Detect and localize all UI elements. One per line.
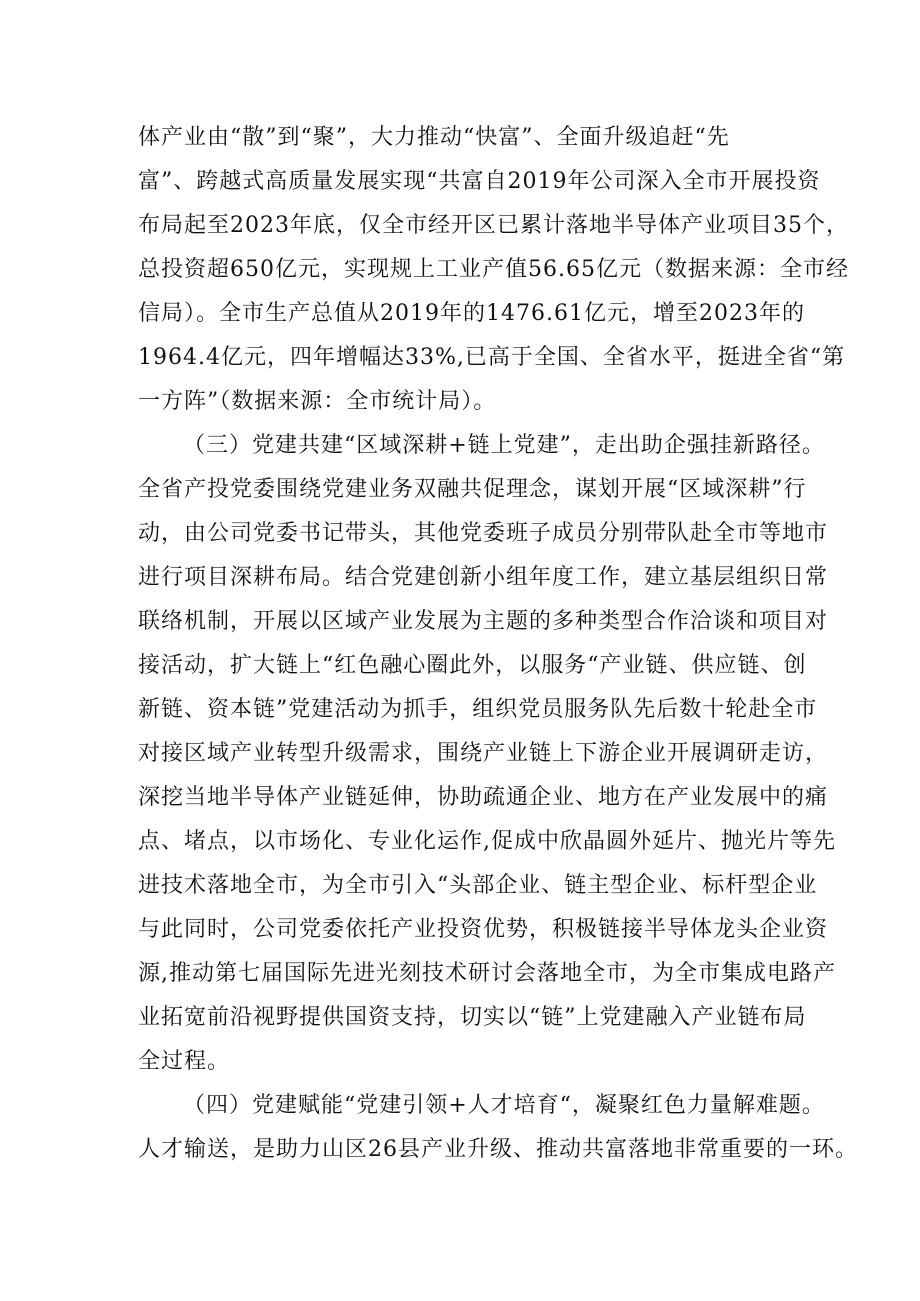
section-heading: （三）党建共建“区域深耕+链上党建”，走出助企强挂新路径。 bbox=[183, 433, 825, 458]
text-line: 业拓宽前沿视野提供国资支持，切实以“链”上党建融入产业链布局 bbox=[138, 1005, 807, 1030]
text-line: 体产业由“散”到“聚”，大力推动“快富”、全面升级追赶“先 bbox=[138, 125, 730, 150]
text-line: 人才输送，是助力山区26县产业升级、推动共富落地非常重要的一环。 bbox=[138, 1137, 858, 1162]
text-line: 接活动，扩大链上“红色融心圈此外，以服务“产业链、供应链、创 bbox=[138, 653, 807, 678]
text-line: 总投资超650亿元，实现规上工业产值56.65亿元（数据来源：全市经 bbox=[138, 257, 849, 282]
text-line: 全过程。 bbox=[138, 1049, 231, 1074]
text-line: 与此同时，公司党委依托产业投资优势，积极链接半导体龙头企业资 bbox=[138, 917, 829, 942]
text-line: 1964.4亿元，四年增幅达33%,已高于全国、全省水平，挺进全省“第 bbox=[138, 345, 846, 370]
section-heading: （四）党建赋能“党建引领+人才培育“，凝聚红色力量解难题。 bbox=[183, 1093, 825, 1118]
text-line: 进行项目深耕布局。结合党建创新小组年度工作，建立基层组织日常 bbox=[138, 565, 829, 590]
text-line: 深挖当地半导体产业链延伸，协助疏通企业、地方在产业发展中的痛 bbox=[138, 785, 829, 810]
text-line: 全省产投党委围绕党建业务双融共促理念，谋划开展“区域深耕”行 bbox=[138, 477, 807, 502]
text-line: 进技术落地全市，为全市引入“头部企业、链主型企业、标杆型企业 bbox=[138, 873, 818, 898]
text-line: 源,推动第七届国际先进光刻技术研讨会落地全市，为全市集成电路产 bbox=[138, 961, 836, 986]
text-line: 联络机制，开展以区域产业发展为主题的多种类型合作洽谈和项目对 bbox=[138, 609, 829, 634]
text-line: 信局）。全市生产总值从2019年的1476.61亿元，增至2023年的 bbox=[138, 301, 805, 326]
text-line: 一方阵”（数据来源：全市统计局）。 bbox=[138, 389, 497, 414]
text-line: 新链、资本链”党建活动为抓手，组织党员服务队先后数十轮赴全市 bbox=[138, 697, 818, 722]
text-line: 布局起至2023年底，仅全市经开区已累计落地半导体产业项目35个， bbox=[138, 213, 849, 238]
text-line: 富”、跨越式高质量发展实现“共富自2019年公司深入全市开展投资 bbox=[138, 169, 821, 194]
text-line: 动，由公司党委书记带头，其他党委班子成员分别带队赴全市等地市 bbox=[138, 521, 829, 546]
text-line: 对接区域产业转型升级需求，围绕产业链上下游企业开展调研走访， bbox=[138, 741, 829, 766]
text-line: 点、堵点，以市场化、专业化运作,促成中欣晶圆外延片、抛光片等先 bbox=[138, 829, 836, 854]
